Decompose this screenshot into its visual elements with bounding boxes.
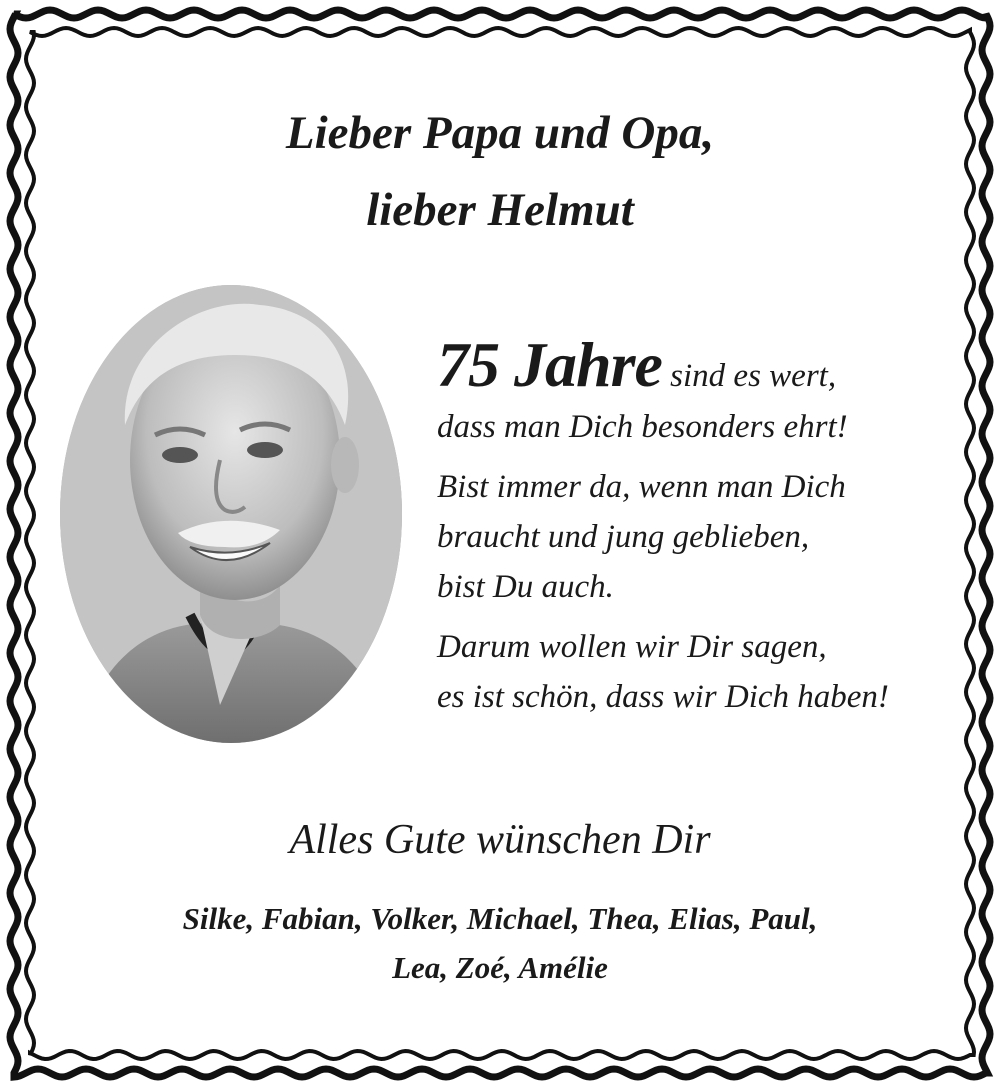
poem-age: 75 Jahre (437, 329, 662, 400)
poem-line-5: bist Du auch. (437, 569, 614, 605)
poem-line-1-rest: sind es wert, (670, 358, 837, 394)
heading-line-1: Lieber Papa und Opa, (285, 107, 715, 159)
poem-line-4: braucht und jung geblieben, (437, 519, 810, 555)
portrait-photo (60, 285, 402, 743)
portrait-photo-icon (60, 285, 402, 743)
poem-line-6: Darum wollen wir Dir sagen, (437, 629, 827, 665)
poem-line-2: dass man Dich besonders ehrt! (437, 409, 848, 445)
heading-line-2: lieber Helmut (366, 184, 634, 236)
signatures-line-1: Silke, Fabian, Volker, Michael, Thea, Elias, Paul, (182, 901, 818, 936)
poem-line-1 (437, 329, 837, 400)
poem-line-3: Bist immer da, wenn man Dich (437, 469, 846, 505)
poem-line-7: es ist schön, dass wir Dich haben! (437, 679, 889, 715)
signatures-line-2: Lea, Zoé, Amélie (392, 950, 608, 985)
greeting-line: Alles Gute wünschen Dir (289, 817, 711, 863)
